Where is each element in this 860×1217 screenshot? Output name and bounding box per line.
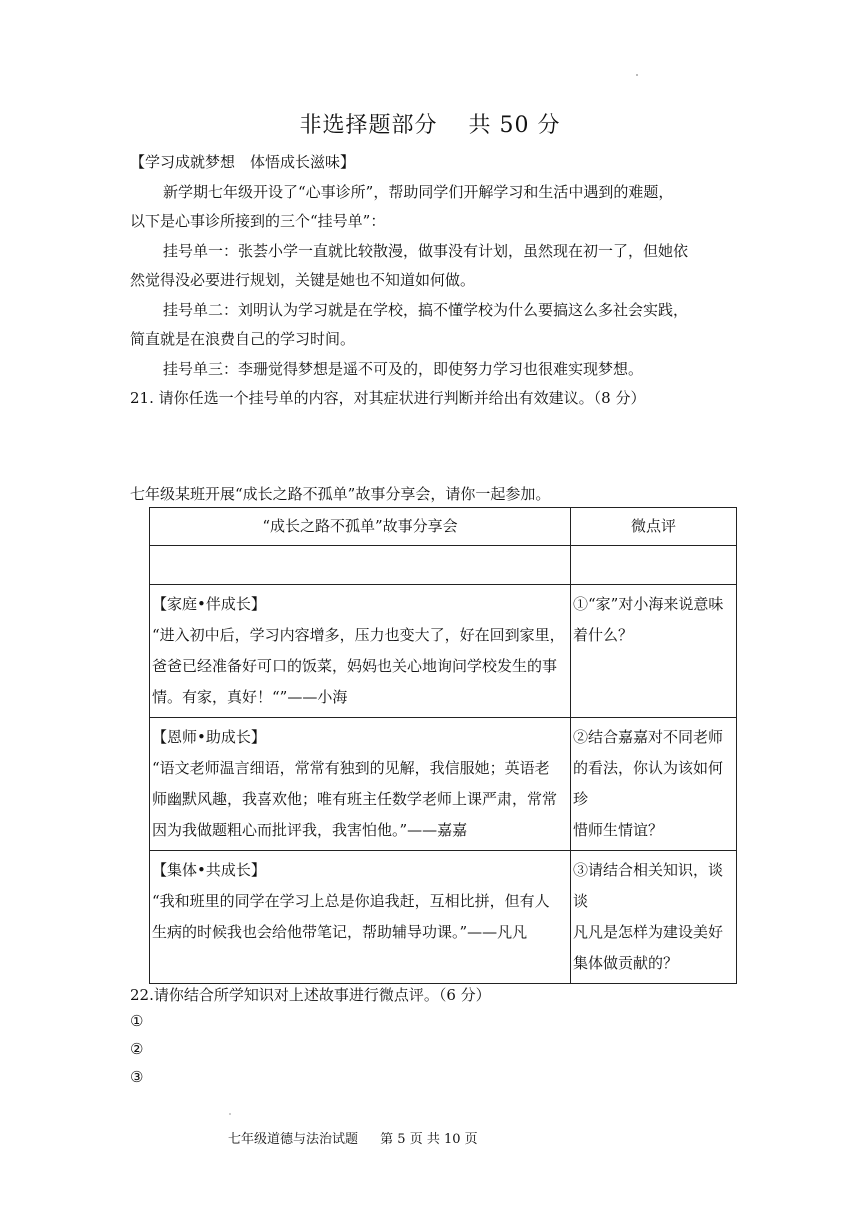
comment-line: ②结合嘉嘉对不同老师 [573,728,724,746]
table-intro: 七年级某班开展“成长之路不孤单”故事分享会，请你一起参加。 [130,485,551,503]
story-line: 【恩师•助成长】 [152,728,266,746]
story-line: 因为我做题粗心而批评我，我害怕他。”——嘉嘉 [152,821,468,839]
footer-page-number: 第 5 页 共 10 页 [380,1132,478,1147]
empty-cell-right [571,546,737,585]
table-row-teacher [150,718,737,851]
story-line: “进入初中后，学习内容增多，压力也变大了，好在回到家里， [152,626,565,644]
empty-cell-left [150,546,571,585]
table-header-row [150,508,737,546]
case2-line-1: 挂号单二：刘明认为学习就是在学校，搞不懂学校为什么要搞这么多社会实践， [163,301,689,319]
table-row-family [150,585,737,718]
case2-line-2: 简直就是在浪费自己的学习时间。 [130,330,356,348]
section-title: 非选择题部分 共 50 分 [299,113,561,138]
story-line: 爸爸已经准备好可口的饭菜，妈妈也关心地询问学校发生的事 [152,657,558,675]
empty-row [150,546,737,585]
footer-subject: 七年级道德与法治试题 [228,1132,359,1147]
story-line: 情。有家，真好！“”——小海 [152,688,348,706]
comment-line: 集体做贡献的？ [573,954,679,972]
story-line: “语文老师温言细语，常常有独到的见解，我信服她；英语老 [152,759,550,777]
comment-line: 惜师生情谊？ [573,821,664,839]
answer-mark-1: ① [130,1012,144,1030]
story-line: “我和班里的同学在学习上总是你追我赶，互相比拼，但有人 [152,892,550,910]
table-row-collective [150,851,737,984]
intro-line-2: 以下是心事诊所接到的三个“挂号单”： [130,212,386,230]
question-21: 21. 请你任选一个挂号单的内容，对其症状进行判断并给出有效建议。（8 分） [130,389,646,407]
story-family [150,585,571,718]
comment-line: 着什么？ [573,626,634,644]
intro-line-1: 新学期七年级开设了“心事诊所”，帮助同学们开解学习和生活中遇到的难题， [163,183,674,201]
case1-line-2: 然觉得没必要进行规划，关键是她也不知道如何做。 [130,271,476,289]
answer-mark-3: ③ [130,1068,144,1086]
answer-mark-2: ② [130,1040,144,1058]
story-table [149,507,737,984]
comment-teacher [571,718,737,851]
comment-line: 的看法，你认为该如何珍 [573,759,724,808]
story-line: 生病的时候我也会给他带笔记，帮助辅导功课。”——凡凡 [152,923,528,941]
question-22: 22.请你结合所学知识对上述故事进行微点评。（6 分） [130,986,491,1004]
story-collective [150,851,571,984]
scan-dot [636,74,638,76]
page-footer [228,1128,496,1147]
story-line: 【家庭•伴成长】 [152,595,266,613]
case1-line-1: 挂号单一：张荟小学一直就比较散漫，做事没有计划，虽然现在初一了，但她依 [163,242,689,260]
comment-line: ③请结合相关知识，谈谈 [573,861,724,910]
header-comment: 微点评 [571,508,737,546]
theme-heading: 【学习成就梦想 体悟成长滋味】 [130,153,356,171]
comment-line: 凡凡是怎样为建设美好 [573,923,724,941]
comment-family [571,585,737,718]
story-line: 师幽默风趣，我喜欢他；唯有班主任数学老师上课严肃，常常 [152,790,558,808]
scan-dot-footer [229,1113,231,1115]
case3-line: 挂号单三：李珊觉得梦想是遥不可及的，即使努力学习也很难实现梦想。 [163,360,644,378]
story-teacher [150,718,571,851]
story-line: 【集体•共成长】 [152,861,266,879]
comment-collective [571,851,737,984]
header-story: “成长之路不孤单”故事分享会 [150,508,571,546]
comment-line: ①“家”对小海来说意味 [573,595,724,613]
